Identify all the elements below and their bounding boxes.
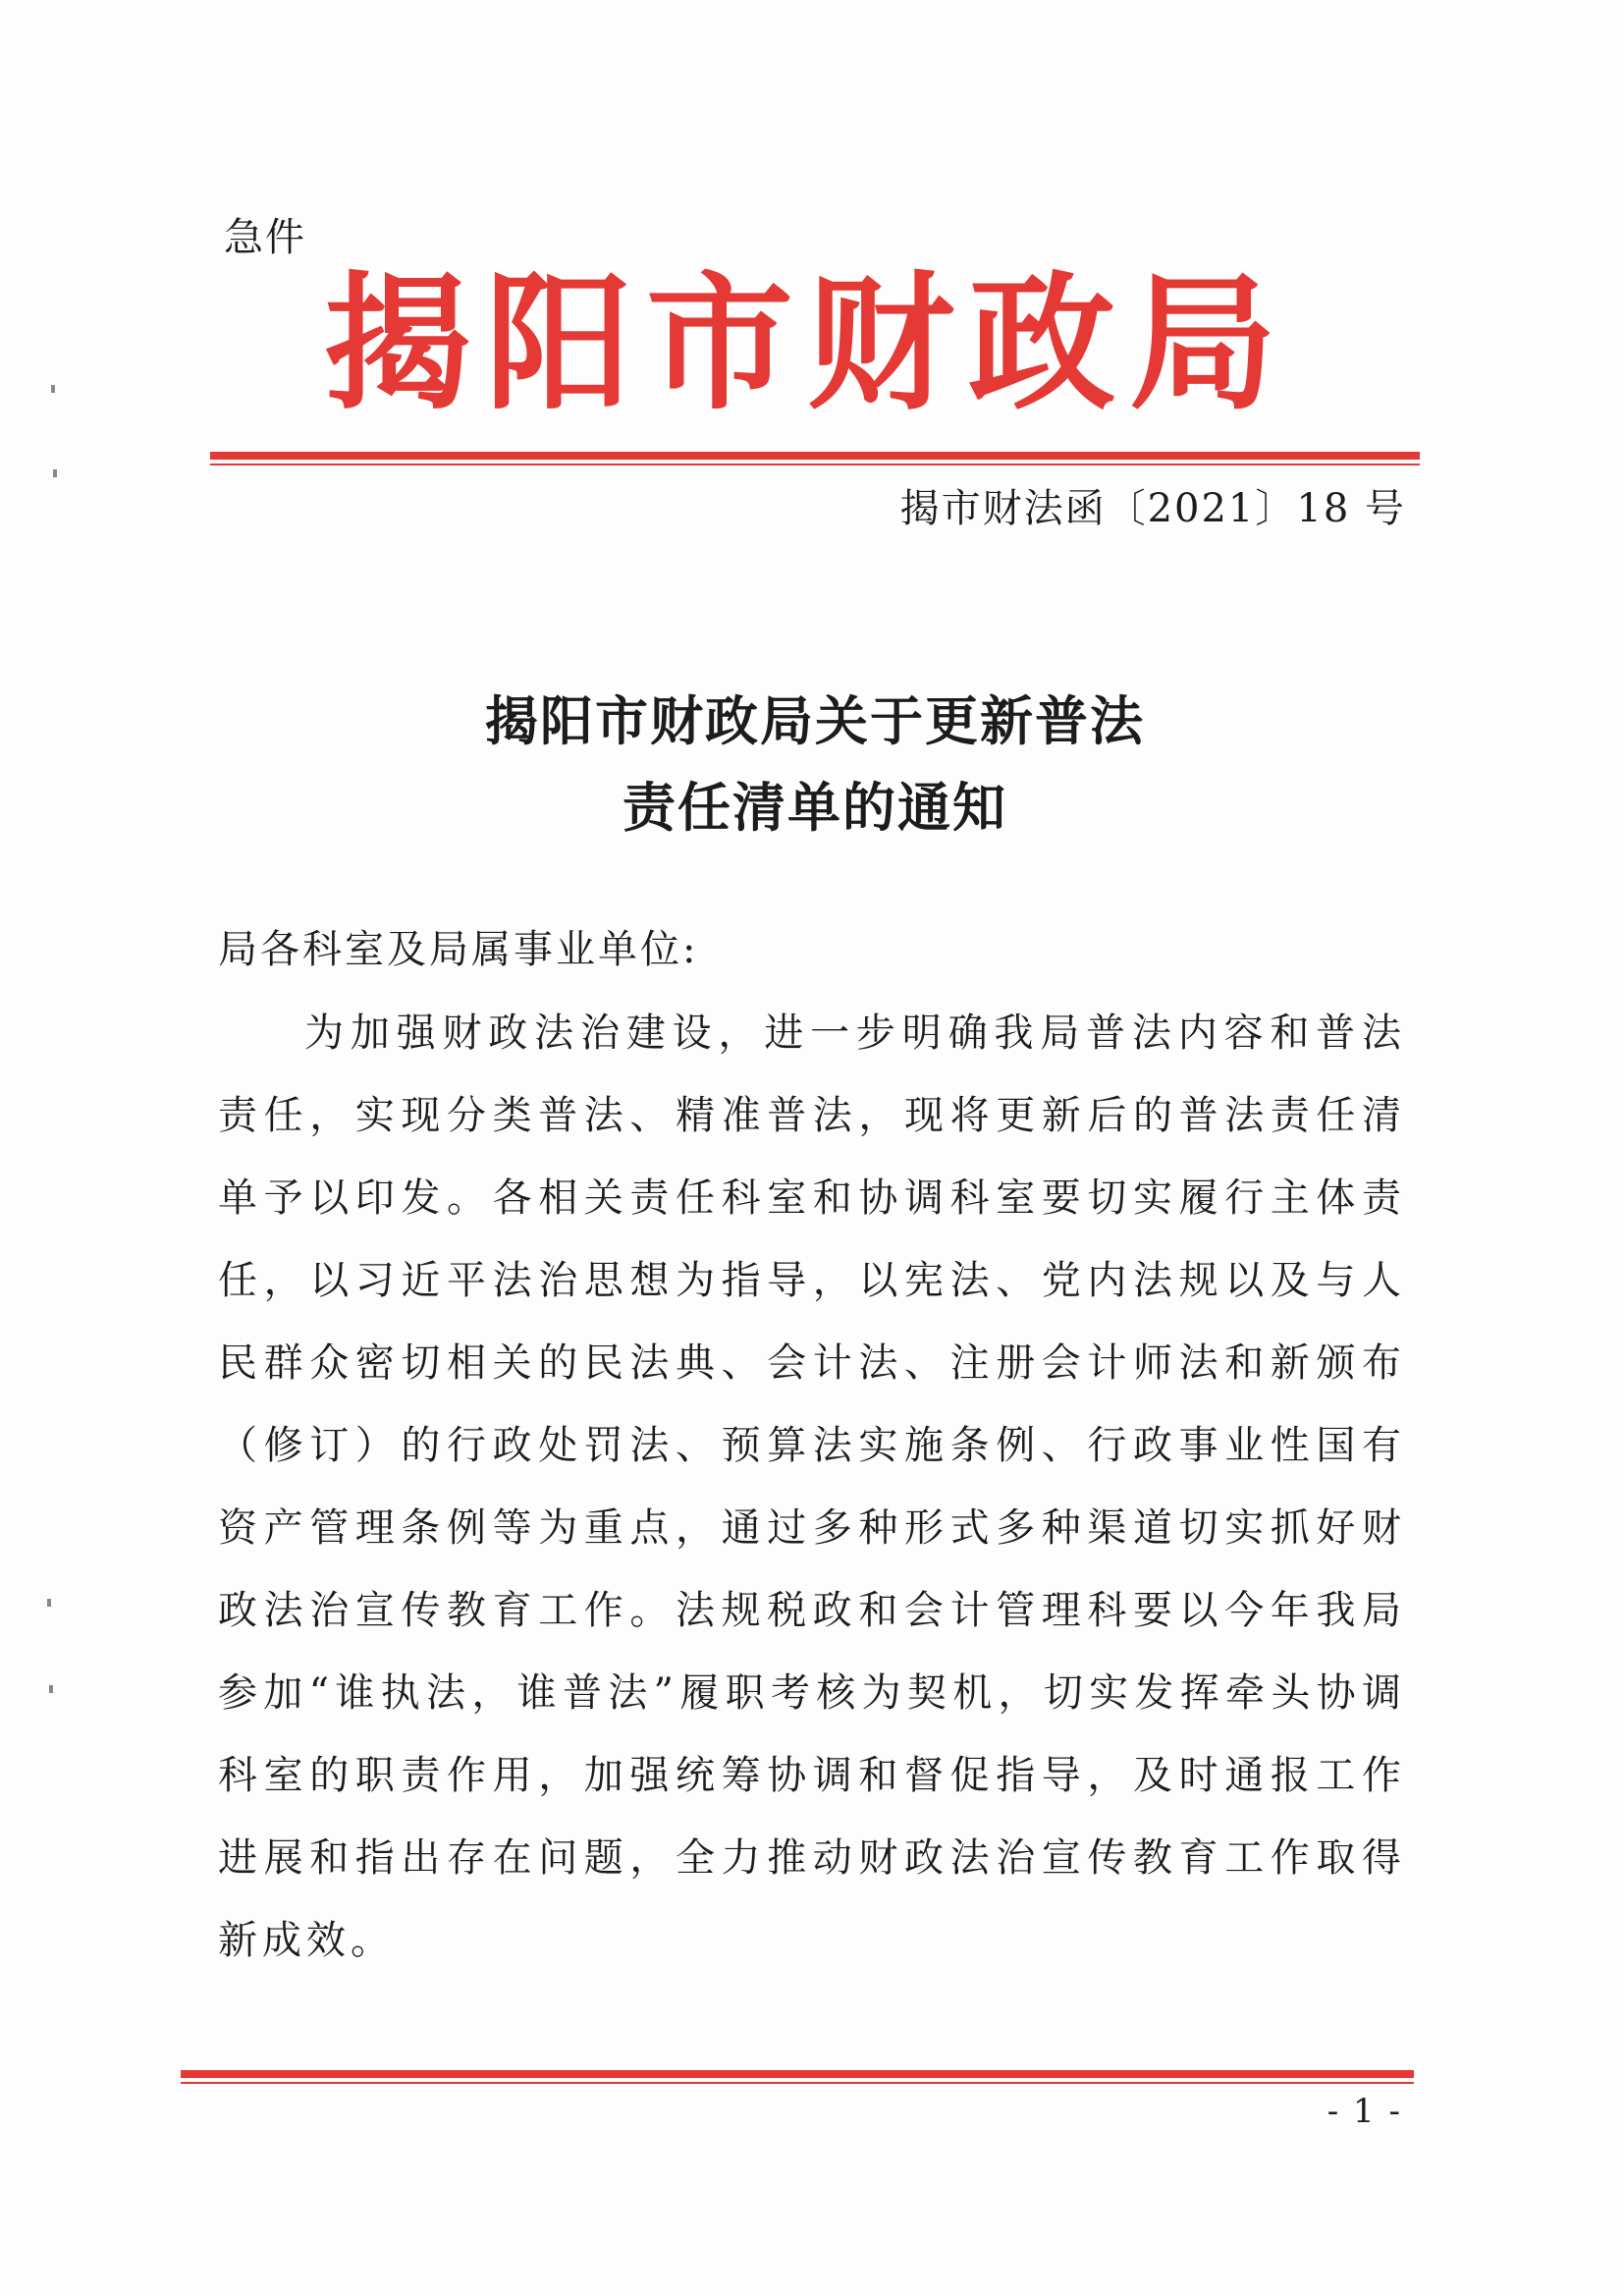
red-rule-thick bbox=[210, 452, 1420, 460]
scan-mark bbox=[51, 385, 55, 393]
body-paragraph: 为加强财政法治建设，进一步明确我局普法内容和普法责任，实现分类普法、精准普法，现将更新后的普法责任清单予以印发。各相关责任科室和协调科室要切实履行主体责任，以习近平法治思想为指导，以宪法、党内法规以及与人民群众密切相关的民法典、会计法、注册会计师法和新颁布（修订）的行政处罚法、预算法实施条例、行政事业性国有资产管理条例等为重点，通过多种形式多种渠道切实抓好财政法治宣传教育工作。法规税政和会计管理科要以今年我局参加“谁执法，谁普法”履职考核为契机，切实发挥牵头协调科室的职责作用，加强统筹协调和督促指导，及时通报工作进展和指出存在问题，全力推动财政法治宣传教育工作取得新成效。 bbox=[218, 1011, 1406, 1963]
masthead-red-rule bbox=[210, 452, 1420, 465]
page-number: - 1 - bbox=[1326, 2092, 1402, 2131]
document-title bbox=[210, 678, 1420, 850]
title-line-1: 揭阳市财政局关于更新普法 bbox=[485, 689, 1145, 752]
red-rule-thin bbox=[181, 2082, 1414, 2084]
urgency-label: 急件 bbox=[224, 215, 306, 260]
salutation: 局各科室及局属事业单位: bbox=[218, 927, 699, 972]
scan-mark bbox=[49, 1685, 53, 1693]
title-line-2: 责任清单的通知 bbox=[623, 776, 1007, 839]
issuer-masthead: 揭阳市财政局 bbox=[324, 257, 1291, 430]
document-number: 揭市财法函〔2021〕18 号 bbox=[899, 486, 1406, 531]
red-rule-thick bbox=[181, 2070, 1414, 2078]
scan-mark bbox=[53, 469, 57, 477]
red-rule-thin bbox=[210, 464, 1420, 465]
footer-red-rule bbox=[181, 2070, 1414, 2084]
scan-mark bbox=[47, 1599, 51, 1607]
